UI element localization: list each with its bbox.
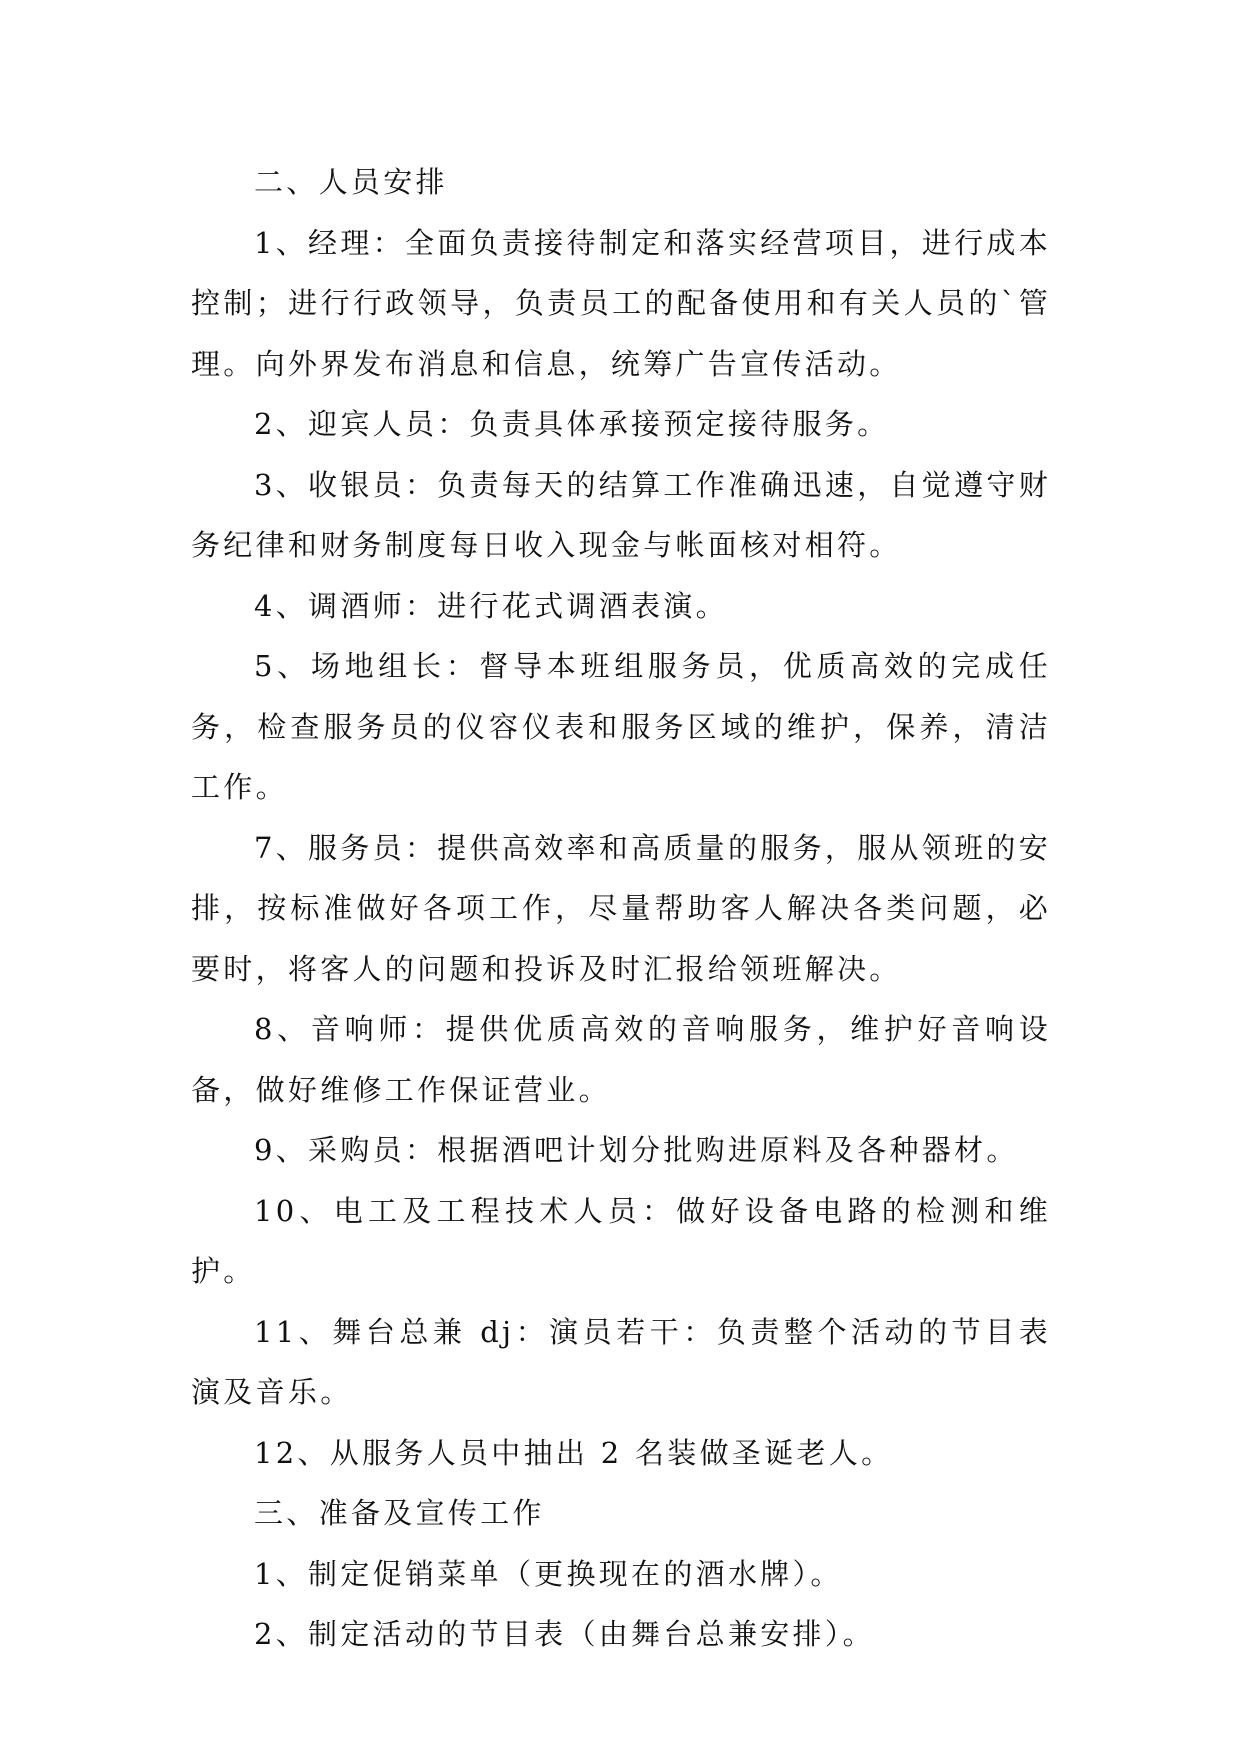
paragraph: 2、迎宾人员：负责具体承接预定接待服务。 xyxy=(254,407,890,441)
paragraph: 1、制定促销菜单（更换现在的酒水牌）。 xyxy=(254,1556,843,1591)
section-heading: 二、人员安排 xyxy=(254,165,448,199)
paragraph: 8、音响师：提供优质高效的音响服务，维护好音响设备，做好维修工作保证营业。 xyxy=(191,1012,1051,1107)
paragraph: 10、电工及工程技术人员：做好设备电路的检测和维护。 xyxy=(191,1193,1051,1288)
paragraph: 3、收银员：负责每天的结算工作准确迅速，自觉遵守财务纪律和财务制度每日收入现金与帐面核对相符。 xyxy=(191,467,1051,562)
paragraph: 7、服务员：提供高效率和高质量的服务，服从领班的安排，按标准做好各项工作，尽量帮助客人解决各类问题，必要时，将客人的问题和投诉及时汇报给领班解决。 xyxy=(191,830,1051,986)
section-heading: 三、准备及宣传工作 xyxy=(254,1496,545,1530)
paragraph: 1、经理：全面负责接待制定和落实经营项目，进行成本控制；进行行政领导，负责员工的配备使用和有关人员的`管理。向外界发布消息和信息，统筹广告宣传活动。 xyxy=(191,225,1051,381)
paragraph: 12、从服务人员中抽出 2 名装做圣诞老人。 xyxy=(254,1435,894,1470)
paragraph: 5、场地组长：督导本班组服务员，优质高效的完成任务，检查服务员的仪容仪表和服务区域的维护，保养，清洁工作。 xyxy=(191,649,1051,804)
paragraph: 2、制定活动的节目表（由舞台总兼安排）。 xyxy=(254,1617,875,1651)
document-body xyxy=(191,152,1051,1665)
paragraph: 9、采购员：根据酒吧计划分批购进原料及各种器材。 xyxy=(254,1133,1019,1167)
paragraph: 11、舞台总兼 dj：演员若干：负责整个活动的节目表演及音乐。 xyxy=(191,1314,1051,1409)
paragraph: 4、调酒师：进行花式调酒表演。 xyxy=(254,588,728,623)
